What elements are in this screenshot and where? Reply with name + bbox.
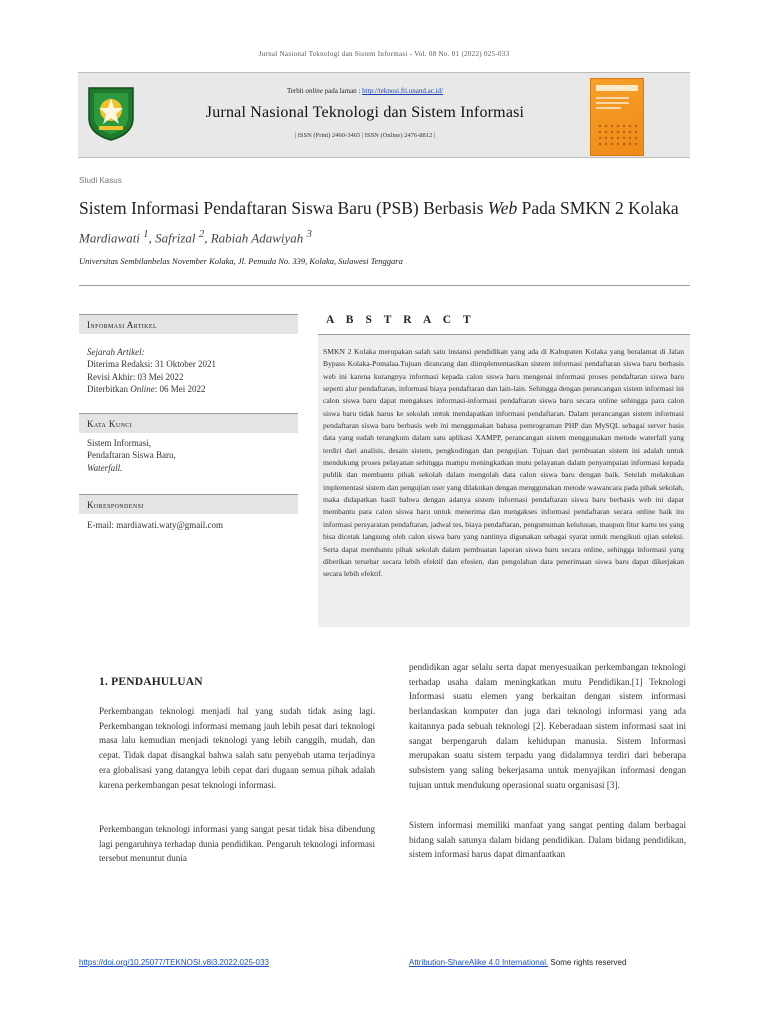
body-paragraph: Perkembangan teknologi informasi yang sangat pesat tidak bisa dibendung lagi pengaruhnya terhadap dunia pendidikan. Pengaruh teknologi informasi tersebut menuntut dunia [99, 824, 375, 864]
keywords-heading: Kata Kunci [79, 413, 298, 433]
journal-url-line: Terbit online pada laman : http://teknosi.fti.unand.ac.id/ [286, 87, 444, 95]
body-paragraph: Sistem informasi memiliki manfaat yang sangat penting dalam berbagai bidang salah satunya dalam bidang pendidikan. Dalam bidang pendidikan, sistem informasi harus dapat dimanfaatkan [409, 820, 686, 860]
abstract-text: SMKN 2 Kolaka merupakan salah satu instansi pendidikan yang ada di Kabupaten Kolaka yang beralamat di Jalan Bypass Kolaka-Pomalaa.Tujuan dirancang dan diimplementasikan sistem informasi pendaftaran siswa baru berbasis web ini karena kurangnya informasi kepada calon siswa baru mengenai informasi proses pendaftaran siswa baru seperti alur pendaftaran, informasi biaya pendaftaran dan lain-lain. Sehingga dengan perancangan sistem informasi ini calon siswa baru dapat mengakses informasi-informasi pendaftaran siswa baru secara online sehingga para calon siswa baru tidak harus ke sekolah untuk mendapatkan informasi pendaftaran. Dalam perancangan sistem informasi pendaftaran siswa baru berbasis web ini menggunakan bahasa pemrograman PHP dan MySQL sebagai server basis data yang sudah terangkum dalam satu aplikasi XAMPP, perancangan sistem menggunakan metode waterfall yang terdiri dari analisis, desain sistem, pengkodingan dan pengujian. Tujuan dari pembuatan sistem ini adalah untuk mendukung proses pelayanan sehingga mampu meningkatkan mutu pelayanan dalam penyampaian informasi kepada publik dan membantu pihak sekolah dalam mengolah data calon siswa baru dengan baik. Setelah melakukan implementasi sistem dan pengujian user yang dilakukan dengan menggunakan metode wawancara pada pihak sekolah, maka didapatkan hasil bahwa dengan adanya sistem informasi pendaftaran siswa baru berbasis web ini dapat membantu para calon siswa baru untuk menerima dan mengakses informasi pendaftaran secara online baik itu informasi persyaratan pendaftaran, jadwal tes, biaya pendaftaran, pengumuman kelulusan, maupun fitur kartu tes yang bisa dicetak langsung oleh calon siswa baru yang nantinya digunakan sebagai syarat untuk mengikuti ujian seleksi. Serta dapat membantu pihak sekolah dalam pembuatan laporan siswa baru secara online, sehingga informasi yang diberikan tersebar secara lebih efektif dan efesien, dan pengolahan data penerimaan siswa baru dapat dikerjakan secara lebih efektif. [323, 347, 684, 579]
article-history: Sejarah Artikel: Diterima Redaksi: 31 Oktober 2021 Revisi Akhir: 03 Mei 2022 Diterbitkan Online: 06 Mei 2022 [87, 347, 216, 394]
issn-line: | ISSN (Print) 2460-3465 | ISSN (Online) 2476-8812 | [294, 132, 436, 139]
journal-title: Jurnal Nasional Teknologi dan Sistem Informasi [205, 104, 525, 121]
keyword: Waterfall. [87, 462, 123, 473]
journal-cover-image [590, 78, 644, 156]
affiliation: Universitas Sembilanbelas November Kolaka, Jl. Pemuda No. 339, Kolaka, Sulawesi Tenggara [79, 256, 403, 266]
journal-url-link[interactable]: http://teknosi.fti.unand.ac.id/ [362, 87, 444, 95]
keyword-list [87, 437, 176, 474]
body-paragraph: Perkembangan teknologi menjadi hal yang sudah tidak asing lagi. Perkembangan teknologi informasi memang jauh lebih pesat dari teknologi masa lalu kemudian menjadi teknologi yang lebih canggih, mudah, dan cepat. Tidak dapat disangkal bahwa salah satu penyebab utama terjadinya era globalisasi yang datangya lebih cepat dari dugaan semua pihak adalah karena perkembangan pesat teknologi informasi. [99, 706, 375, 790]
divider [79, 285, 690, 286]
author-list: Mardiawati $^1$, Safrizal $^2$, Rabiah Adawiyah $^3$ [79, 228, 312, 246]
article-category: Studi Kasus [79, 176, 122, 185]
keyword: Sistem Informasi, [87, 438, 151, 448]
body-paragraph: pendidikan agar selalu serta dapat menyesuaikan perkembangan teknologi terhadap usaha dalam meningkatkan mutu Pendidikan.[1] Teknologi Informasi suatu elemen yang berkaitan dengan sistem informasi berlandaskan komputer dan juga dari teknologi informasi yang ada kaitannya pada sebuah teknologi [2]. Keberadaan sistem informasi saat ini sangat berpengaruh dalam kehidupan manusia. Sistem Informasi merupakan suatu sistem terpadu yang didalamnya terdiri dari beberapa subsistem yang saling bekerjasama untuk menyajikan informasi dengan tujuan untuk mendukung operasional suatu organisasi [3]. [409, 662, 686, 790]
correspondence-heading: Korespondensi [79, 494, 298, 514]
running-head: Jurnal Nasional Teknologi dan Sistem Informasi - Vol. 08 No. 01 (2022) 025-033 [258, 50, 510, 58]
paper-title: Sistem Informasi Pendaftaran Siswa Baru (PSB) Berbasis Web Pada SMKN 2 Kolaka [79, 198, 679, 218]
section-heading: 1. PENDAHULUAN [99, 676, 203, 688]
license-notice: Attribution-ShareAlike 4.0 International. Some rights reserved [409, 958, 627, 967]
license-link[interactable]: Attribution-ShareAlike 4.0 International. [409, 958, 549, 967]
abstract-heading: A B S T R A C T [326, 314, 476, 326]
keyword: Pendaftaran Siswa Baru, [87, 450, 176, 461]
doi-link[interactable]: https://doi.org/10.25077/TEKNOSI.v8i3.2022.025-033 [79, 958, 269, 967]
article-info-heading: Informasi Artikel [79, 314, 298, 334]
correspondence-email: E-mail: mardiawati.waty@gmail.com [87, 520, 223, 530]
university-logo [85, 84, 137, 142]
